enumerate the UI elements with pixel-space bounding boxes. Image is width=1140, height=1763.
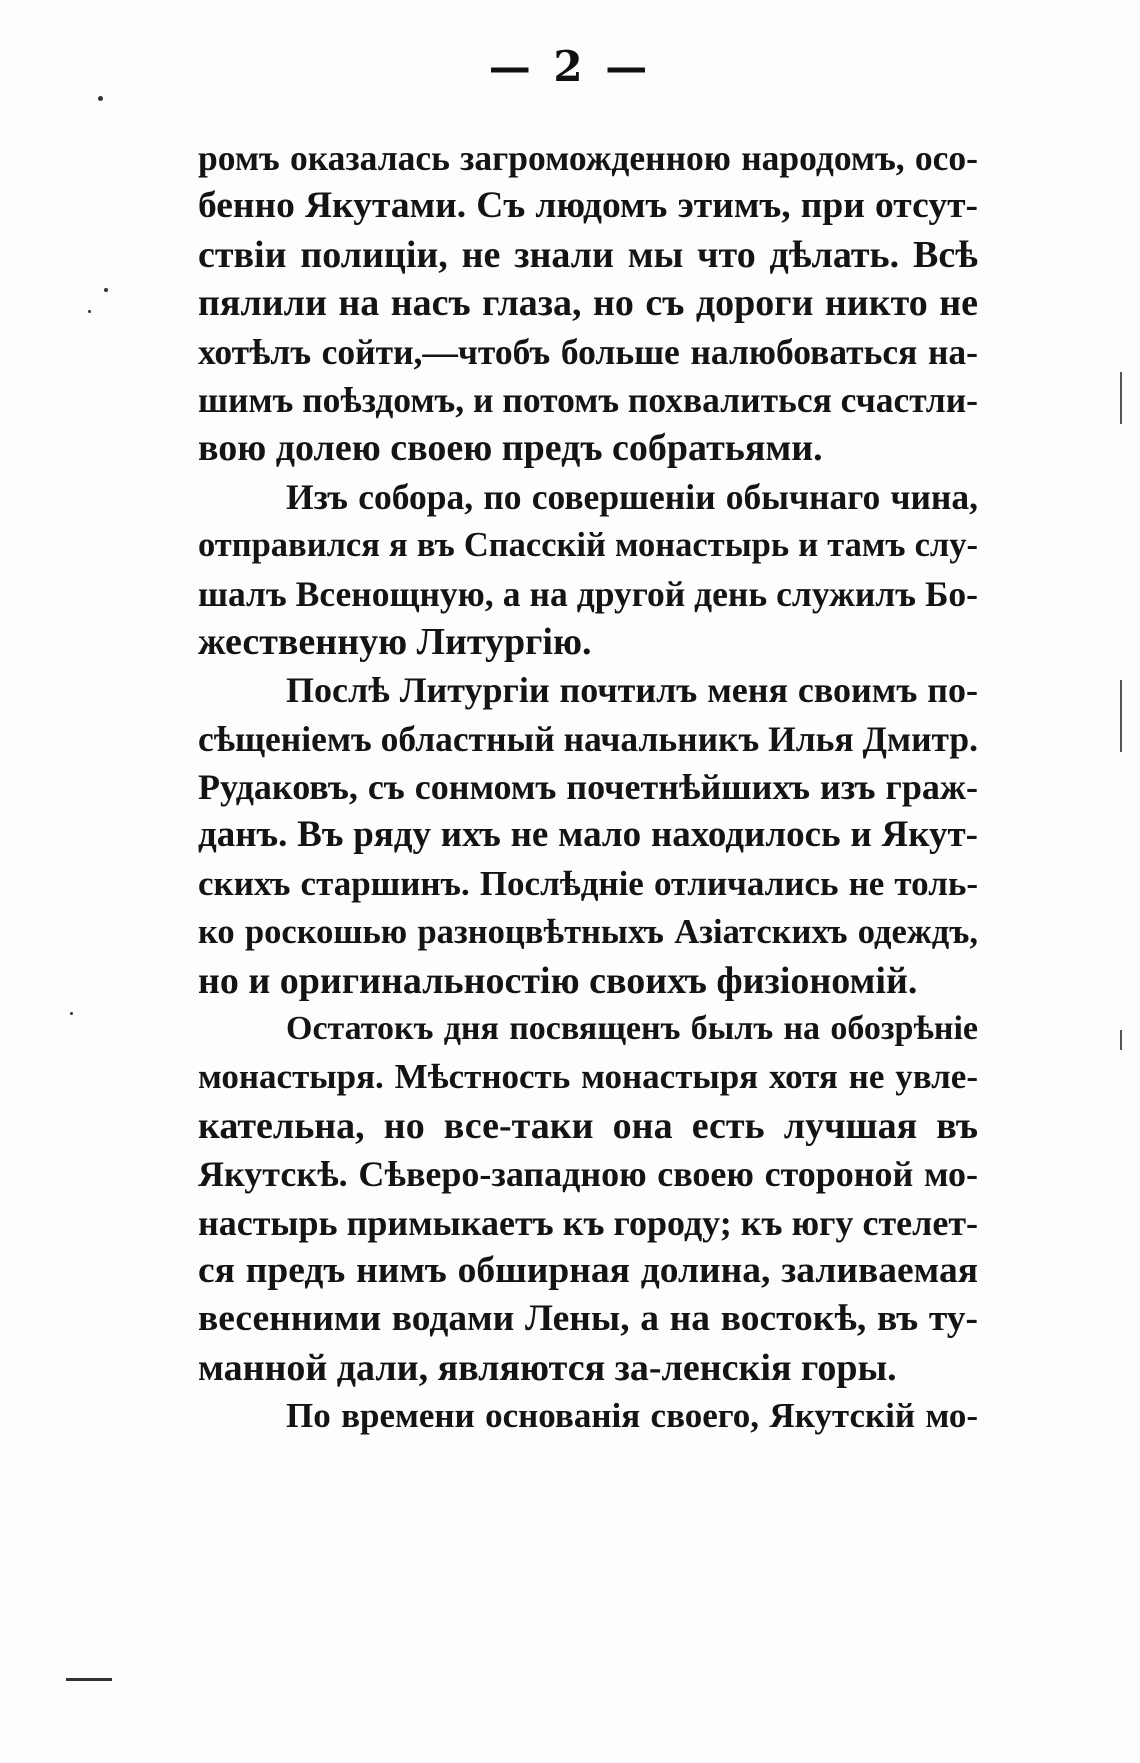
text-line: ко роскошью разноцвѣтныхъ Азіатскихъ одеждъ, — [198, 913, 978, 952]
text-line: но и оригинальностію своихъ физіономій. — [198, 959, 918, 1002]
scan-edge-line — [1120, 1030, 1122, 1050]
text-line: данъ. Въ ряду ихъ не мало находилось и Якут- — [198, 814, 978, 856]
scan-edge-line — [1120, 680, 1122, 752]
text-line: Рудаковъ, съ сонмомъ почетнѣйшихъ изъ граж- — [198, 767, 978, 808]
scan-edge-line — [1120, 372, 1122, 424]
text-line: бенно Якутами. Съ людомъ этимъ, при отсут- — [198, 185, 978, 227]
text-line: отправился я въ Спасскій монастырь и тамъ слу- — [198, 526, 978, 565]
text-line: кательна, но все-таки она есть лучшая въ — [198, 1104, 978, 1147]
text-line: шалъ Всенощную, а на другой день служилъ Бо- — [198, 573, 978, 614]
scan-dash — [66, 1678, 112, 1681]
text-line: весенними водами Лены, а на востокѣ, въ ту- — [198, 1298, 978, 1340]
text-line: Изъ собора, по совершеніи обычнаго чина, — [286, 476, 978, 517]
scan-speck — [104, 288, 108, 292]
text-line: ствіи полиціи, не знали мы что дѣлать. Всѣ — [198, 233, 978, 276]
text-line: Остатокъ дня посвященъ былъ на обозрѣніе — [286, 1010, 978, 1048]
text-line: жественную Литургію. — [198, 620, 592, 663]
text-line: хотѣлъ сойти,—чтобъ больше налюбоваться на- — [198, 331, 978, 372]
page-number: — 2 — — [488, 42, 652, 91]
text-line: ромъ оказалась загроможденною народомъ, осо- — [198, 138, 978, 178]
text-line: Послѣ Литургіи почтилъ меня своимъ по- — [286, 670, 978, 711]
text-line: монастыря. Мѣстность монастыря хотя не увле- — [198, 1057, 978, 1097]
text-line: сѣщеніемъ областный начальникъ Илья Дмитр. — [198, 718, 978, 759]
text-line: манной дали, являются за-ленскія горы. — [198, 1346, 897, 1389]
body-text — [198, 134, 978, 1441]
text-line: ся предъ нимъ обширная долина, заливаемая — [198, 1249, 978, 1291]
text-line: Якутскѣ. Сѣверо-западною своею стороной мо- — [198, 1154, 978, 1195]
text-line: По времени основанія своего, Якутскій мо- — [286, 1396, 978, 1436]
scan-speck — [98, 96, 103, 101]
text-line: настырь примыкаетъ къ городу; къ югу стелет- — [198, 1202, 978, 1243]
text-line: скихъ старшинъ. Послѣдніе отличались не толь- — [198, 863, 978, 903]
text-line: пялили на насъ глаза, но съ дороги никто не — [198, 282, 978, 325]
text-line: вою долею своею предъ собратьями. — [198, 427, 823, 470]
scan-speck — [88, 310, 91, 313]
scan-speck — [70, 1012, 73, 1015]
text-line: шимъ поѣздомъ, и потомъ похвалиться счастли- — [198, 379, 978, 420]
